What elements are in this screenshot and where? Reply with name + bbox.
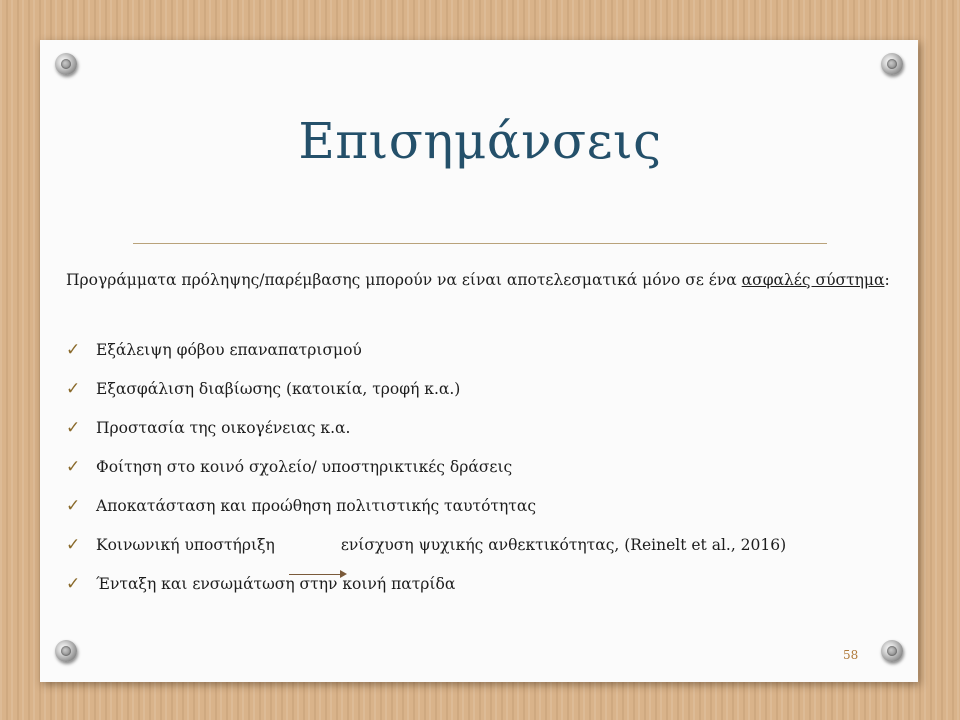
- bullet-text-right: ενίσχυση ψυχικής ανθεκτικότητας, (Reinelt et al., 2016): [340, 535, 787, 554]
- checkmark-icon: ✓: [66, 456, 81, 477]
- list-item: [66, 564, 786, 603]
- right-arrow-icon: [289, 574, 345, 575]
- pushpin-icon: [881, 640, 903, 662]
- bullet-text: Προστασία της οικογένειας κ.α.: [96, 418, 351, 437]
- list-item: [66, 525, 786, 564]
- pushpin-icon: [55, 53, 77, 75]
- pushpin-icon: [881, 53, 903, 75]
- checkmark-icon: ✓: [66, 378, 81, 399]
- list-item: [66, 369, 786, 408]
- bullet-text: Εξάλειψη φόβου επαναπατρισμού: [96, 340, 362, 359]
- bullet-text: Ένταξη και ενσωμάτωση στην κοινή πατρίδα: [96, 574, 456, 593]
- bullet-text: Φοίτηση στο κοινό σχολείο/ υποστηρικτικές δράσεις: [96, 457, 513, 476]
- slide-title: Επισημάνσεις: [298, 112, 662, 170]
- checkmark-icon: ✓: [66, 534, 81, 555]
- bullet-list: [66, 330, 786, 603]
- intro-underlined: ασφαλές σύστημα: [741, 271, 885, 289]
- title-divider: [133, 243, 827, 244]
- bullet-text: Εξασφάλιση διαβίωσης (κατοικία, τροφή κ.α.): [96, 379, 461, 398]
- checkmark-icon: ✓: [66, 495, 81, 516]
- list-item: [66, 330, 786, 369]
- pushpin-icon: [55, 640, 77, 662]
- intro-trailing: :: [884, 271, 890, 289]
- list-item: [66, 486, 786, 525]
- checkmark-icon: ✓: [66, 573, 81, 594]
- intro-text: Προγράμματα πρόληψης/παρέμβασης μπορούν να είναι αποτελεσματικά μόνο σε ένα: [66, 271, 742, 289]
- list-item: [66, 447, 786, 486]
- page-number: 58: [843, 648, 859, 662]
- bullet-text: Αποκατάσταση και προώθηση πολιτιστικής ταυτότητας: [96, 496, 537, 515]
- checkmark-icon: ✓: [66, 339, 81, 360]
- checkmark-icon: ✓: [66, 417, 81, 438]
- intro-paragraph: [66, 268, 901, 292]
- list-item: [66, 408, 786, 447]
- bullet-text-left: Κοινωνική υποστήριξη: [96, 535, 275, 554]
